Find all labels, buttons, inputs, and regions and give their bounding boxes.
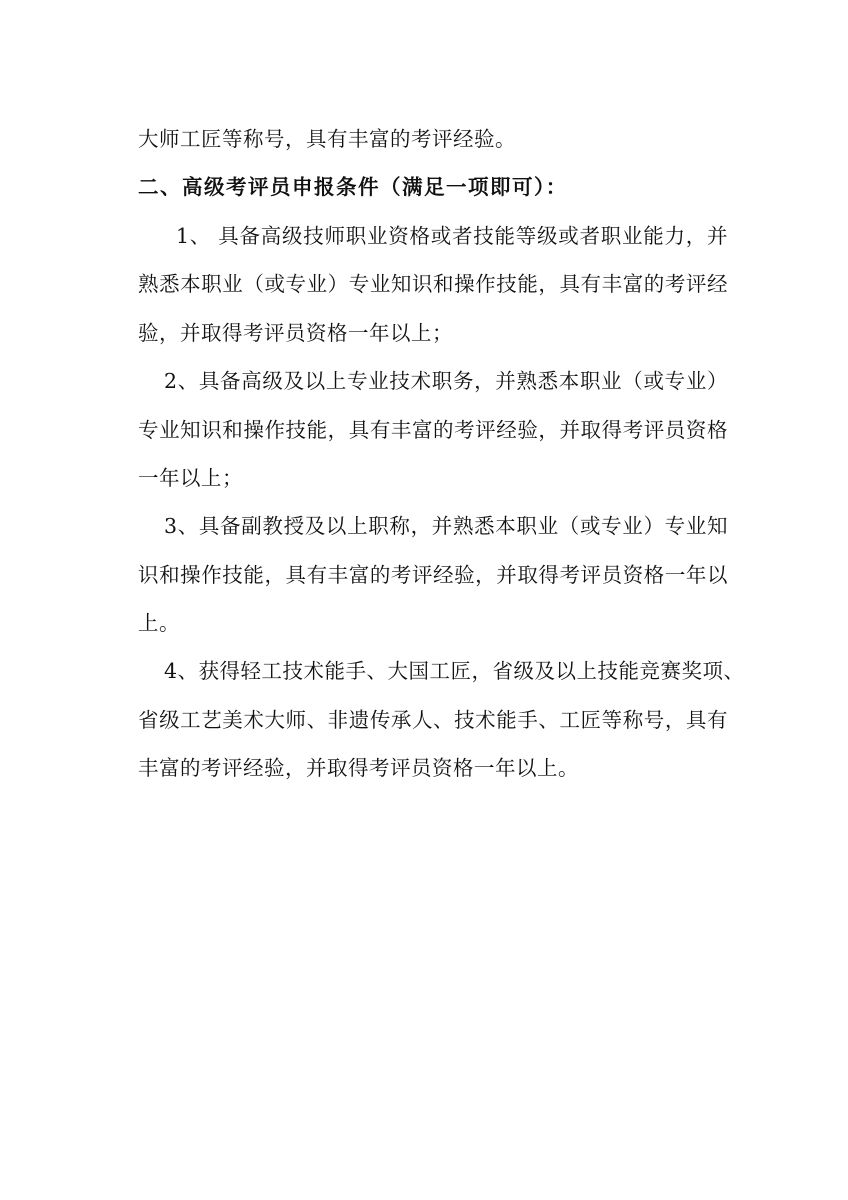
continuation-line: 大师工匠等称号，具有丰富的考评经验。	[138, 127, 516, 151]
item-4-line-2: 省级工艺美术大师、非遗传承人、技术能手、工匠等称号，具有	[138, 708, 728, 732]
item-3-line-3: 上。	[138, 611, 180, 635]
item-4-line-3: 丰富的考评经验，并取得考评员资格一年以上。	[138, 756, 579, 780]
item-1-line-1: 1、 具备高级技师职业资格或者技能等级或者职业能力，并	[176, 224, 728, 248]
item-1-line-2: 熟悉本职业（或专业）专业知识和操作技能，具有丰富的考评经	[138, 272, 728, 296]
item-2-line-1: 2、具备高级及以上专业技术职务，并熟悉本职业（或专业）	[164, 369, 728, 393]
item-3-line-2: 识和操作技能，具有丰富的考评经验，并取得考评员资格一年以	[138, 563, 728, 587]
item-1-line-3: 验，并取得考评员资格一年以上；	[138, 321, 453, 345]
item-3-line-1: 3、具备副教授及以上职称，并熟悉本职业（或专业）专业知	[164, 514, 728, 538]
item-4-line-1: 4、获得轻工技术能手、大国工匠，省级及以上技能竞赛奖项、	[164, 659, 745, 683]
item-2-line-3: 一年以上；	[138, 466, 243, 490]
item-2-line-2: 专业知识和操作技能，具有丰富的考评经验，并取得考评员资格	[138, 418, 728, 442]
section-heading: 二、高级考评员申报条件（满足一项即可）：	[138, 175, 568, 199]
